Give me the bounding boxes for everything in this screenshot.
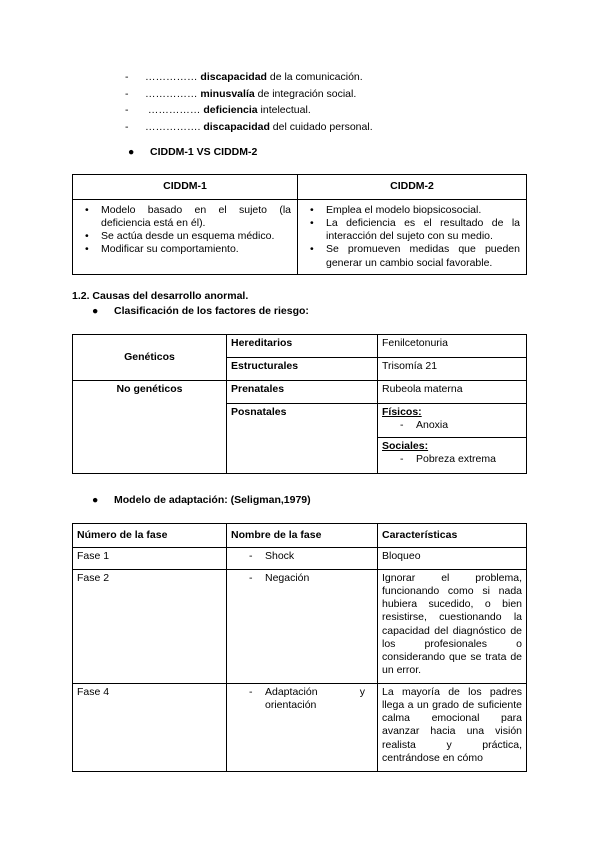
dash-list <box>125 71 373 137</box>
bullet-icon: ● <box>128 146 135 158</box>
estructurales-cell: Estructurales <box>227 358 378 381</box>
dash-item: - ……………. discapacidad del cuidado personal. <box>125 120 373 133</box>
geneticos-cell: Genéticos <box>73 335 227 381</box>
table-row <box>73 570 527 684</box>
fisicos-cell: Físicos: - Anoxia <box>378 404 527 438</box>
prenatales-cell: Prenatales <box>227 381 378 404</box>
sociales-cell: Sociales: - Pobreza extrema <box>378 438 527 474</box>
phase-desc: Ignorar el problema, funcionando como si nada hubiera sucedido, o bien resistirse, cuestionando la capacidad del diagnóstico de los profesionales o considerando que se trata de un error. <box>378 570 527 684</box>
phase-desc: La mayoría de los padres llega a un grado de suficiente calma emocional para avanzar hacia una visión realista y práctica, centrándose en cómo <box>378 684 527 772</box>
list-item: • Modificar su comportamiento. <box>101 243 291 256</box>
hereditarios-cell: Hereditarios <box>227 335 378 358</box>
bullet-risk: ● Clasificación de los factores de riesgo: <box>92 305 309 317</box>
table-row <box>73 548 527 570</box>
bullet-icon: ● <box>92 305 99 317</box>
dash-item: - …………… minusvalía de integración social. <box>125 87 357 100</box>
table-row <box>73 684 527 772</box>
phase-num: Fase 4 <box>73 684 227 772</box>
bullet-model: ● Modelo de adaptación: (Seligman,1979) <box>92 494 311 506</box>
section-title: 1.2. Causas del desarrollo anormal. <box>72 290 249 302</box>
risk-table <box>72 334 527 474</box>
header-name: Nombre de la fase <box>227 524 378 548</box>
ciddm1-cell <box>73 200 298 275</box>
trisomia-cell: Trisomía 21 <box>378 358 527 381</box>
list-item: • La deficiencia es el resultado de la interacción del sujeto con su medio. <box>326 217 520 243</box>
phase-name: - Shock <box>227 548 378 570</box>
dash-item: - …………… deficiencia intelectual. <box>125 104 311 117</box>
list-item: • Se promueven medidas que pueden generar un cambio social favorable. <box>326 243 520 269</box>
posnatales-cell: Posnatales <box>227 404 378 474</box>
phase-num: Fase 2 <box>73 570 227 684</box>
phase-name: - Adaptación y orientación <box>227 684 378 772</box>
rubeola-cell: Rubeola materna <box>378 381 527 404</box>
fenil-cell: Fenilcetonuria <box>378 335 527 358</box>
dash-item: - …………… discapacidad de la comunicación. <box>125 71 363 83</box>
header-num: Número de la fase <box>73 524 227 548</box>
phase-name: - Negación <box>227 570 378 684</box>
phases-table <box>72 523 527 772</box>
list-item: • Se actúa desde un esquema médico. <box>101 230 291 243</box>
header-desc: Características <box>378 524 527 548</box>
list-item: • Modelo basado en el sujeto (la deficiencia está en él). <box>101 204 291 230</box>
list-item: • Emplea el modelo biopsicosocial. <box>326 204 520 217</box>
ciddm1-header: CIDDM-1 <box>73 175 298 200</box>
no-geneticos-cell: No genéticos <box>73 381 227 474</box>
ciddm2-header: CIDDM-2 <box>298 175 527 200</box>
phase-desc: Bloqueo <box>378 548 527 570</box>
phase-num: Fase 1 <box>73 548 227 570</box>
bullet-ciddm: ● CIDDM-1 VS CIDDM-2 <box>128 146 258 158</box>
ciddm-table <box>72 174 527 275</box>
ciddm2-cell <box>298 200 527 275</box>
bullet-icon: ● <box>92 494 99 506</box>
